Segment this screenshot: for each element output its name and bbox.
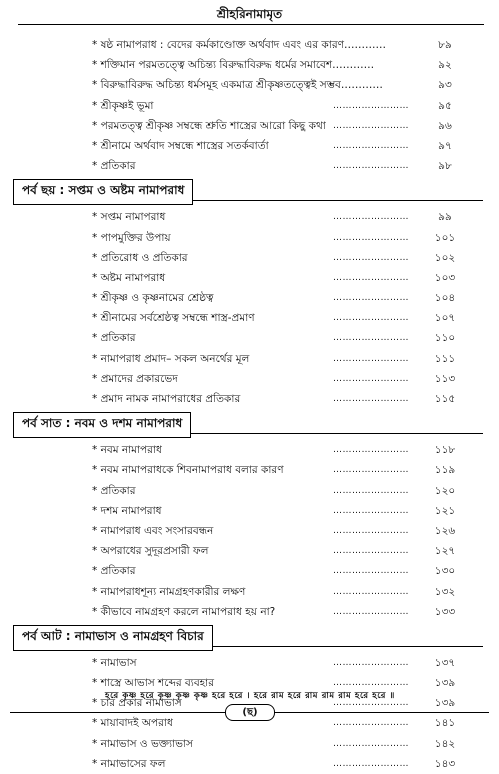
toc-entry-title: * চার প্রকার নামাভাস: [92, 697, 182, 710]
toc-entry-page: ৯৭: [438, 139, 452, 152]
toc-entry-page: ১১৩: [434, 372, 456, 385]
toc-entry-title: * প্রমাদ নামক নামাপরাধের প্রতিকার: [92, 393, 241, 405]
toc-entry-page: ১১১: [434, 352, 456, 365]
toc-entry-title: * নামাভাস ও ভক্ত্যাভাস: [92, 737, 193, 750]
toc-entry[interactable]: [0, 561, 499, 581]
leader-dots: ……………………: [333, 232, 409, 243]
toc-entry-page: ১০১: [434, 231, 456, 244]
toc-entry[interactable]: [0, 653, 499, 673]
leader-dots: ……………………: [333, 606, 409, 617]
toc-entry-page: ১১৯: [434, 464, 456, 477]
leader-dots: ……………………: [333, 161, 409, 172]
toc-entry-page: ৯৯: [438, 211, 452, 224]
section-heading: পর্ব সাত : নবম ও দশম নামাপরাধ: [13, 412, 191, 438]
leader-dots: ……………………: [333, 758, 409, 769]
toc-entry-title: * সপ্তম নামাপরাধ: [92, 211, 166, 224]
toc-entry-page: ৯২: [438, 59, 452, 72]
toc-entry-page: ১১৫: [434, 393, 456, 405]
toc-entry-page: ১৩৩: [434, 605, 456, 618]
toc-entry-title: * শাস্ত্রে আভাস শব্দের ব্যবহার: [92, 677, 215, 690]
toc-entry-page: ১২০: [434, 484, 456, 497]
toc-entry-page: ১২৬: [434, 524, 456, 537]
section-heading-wrap: [0, 625, 499, 651]
toc-entry[interactable]: [0, 288, 499, 308]
section-heading: পর্ব আট : নামাভাস ও নামগ্রহণ বিচার: [13, 625, 213, 651]
leader-dots: ……………………: [333, 678, 409, 689]
toc-entry-title: * নামাভাস: [92, 656, 137, 669]
leader-dots: ……………………: [333, 657, 409, 668]
leader-dots: ……………………: [333, 333, 409, 344]
leader-dots: ……………………: [333, 738, 409, 749]
toc-entry[interactable]: [0, 116, 499, 136]
toc-entry-page: ১৪৩: [434, 757, 456, 770]
leader-dots: ……………………: [333, 212, 409, 223]
toc-entry-title: * অষ্টম নামাপরাধ: [92, 271, 166, 284]
toc-entry-page: ১০২: [434, 251, 456, 264]
leader-dots: ……………………: [333, 252, 409, 263]
toc-entry-title: * প্রতিরোধ ও প্রতিকার: [92, 251, 188, 264]
toc-entry[interactable]: [0, 156, 499, 176]
leader-dots: ……………………: [333, 100, 409, 111]
leader-dots: ……………………: [333, 505, 409, 516]
toc-entry-title: * নামাপরাধ এবং সংসারবন্ধন: [92, 524, 214, 537]
toc-entry[interactable]: [0, 734, 499, 754]
toc-entry[interactable]: [0, 55, 499, 75]
toc-entry-title: * দশম নামাপরাধ: [92, 504, 162, 517]
toc-entry-title: * শ্রীনামের সর্বশ্রেষ্ঠত্ব সম্বন্ধে শাস্ত্র-প্রমাণ: [92, 312, 255, 325]
toc-entry[interactable]: [0, 521, 499, 541]
toc-entry[interactable]: [0, 96, 499, 116]
toc-entry-page: ৯৩: [438, 79, 452, 92]
toc-entry-title: * শ্রীকৃষ্ণই ভূমা: [92, 99, 154, 112]
toc-entry-page: ১৩০: [434, 565, 456, 578]
toc-entry-page: ৯৫: [438, 99, 452, 112]
toc-entry-page: ১২১: [434, 504, 456, 517]
leader-dots: ……………………: [333, 445, 409, 456]
leader-dots: ……………………: [333, 698, 409, 709]
leader-dots: ……………………: [333, 525, 409, 536]
toc-entry-page: ৯৮: [438, 160, 452, 173]
toc-entry[interactable]: [0, 754, 499, 774]
section-heading-wrap: [0, 412, 499, 438]
toc-entry-title: * নবম নামাপরাধকে শিবনামাপরাধ বলার কারণ: [92, 464, 284, 477]
toc-entry[interactable]: [0, 136, 499, 156]
toc-entry-page: ১৩৯: [434, 697, 456, 710]
toc-entry-title: * নামাপরাধশূন্য নামগ্রহণকারীর লক্ষণ: [92, 585, 246, 598]
toc-entry-title: * মায়াবাদই অপরাধ: [92, 717, 173, 730]
leader-dots: ……………………: [333, 566, 409, 577]
toc-entry[interactable]: [0, 481, 499, 501]
toc-entry-page: ১০৭: [434, 312, 456, 325]
toc-entry[interactable]: [0, 207, 499, 227]
toc-entry[interactable]: [0, 35, 499, 55]
leader-dots: ……………………: [333, 293, 409, 304]
leader-dots: ……………………: [333, 353, 409, 364]
section-heading: পর্ব ছয় : সপ্তম ও অষ্টম নামাপরাধ: [13, 179, 193, 205]
toc-entry-page: ১১৮: [434, 444, 456, 457]
footer-chant: হরে কৃষ্ণ হরে কৃষ্ণ কৃষ্ণ কৃষ্ণ হরে হরে । হরে রাম হরে রাম রাম রাম হরে হরে ॥: [105, 691, 395, 701]
toc-entry[interactable]: [0, 460, 499, 480]
leader-dots: ……………………: [333, 313, 409, 324]
toc-entry[interactable]: [0, 602, 499, 622]
toc-entry-title: * শ্রীনামে অর্থবাদ সম্বন্ধে শাস্ত্রের সতর্কবার্তা: [92, 139, 269, 152]
toc-entry[interactable]: [0, 369, 499, 389]
toc-entry-title: * অপরাধের সুদূরপ্রসারী ফল: [92, 545, 209, 558]
toc-entry[interactable]: [0, 268, 499, 288]
toc-entry-title: * প্রতিকার: [92, 332, 136, 345]
toc-entry-page: ১০৩: [434, 271, 456, 284]
toc-entry[interactable]: [0, 75, 499, 95]
toc-entry-title: * নামাভাসের ফল: [92, 757, 166, 770]
toc-entry-page: ১৪২: [434, 737, 456, 750]
leader-dots: ……………………: [333, 120, 409, 131]
leader-dots: ……………………: [333, 546, 409, 557]
leader-dots: ……………………: [333, 272, 409, 283]
toc-entry-title: * পরমতত্ত্ব শ্রীকৃষ্ণ সম্বন্ধে শ্রুতি শাস্ত্রের আরো কিছু কথা: [92, 119, 326, 132]
header-rule: [18, 24, 484, 25]
toc-entry-page: ১৩৭: [434, 656, 456, 669]
toc-entry-title: * ষষ্ঠ নামাপরাধ : বেদের কর্মকাণ্ডোক্ত অর্থবাদ এবং এর কারণ…………: [92, 39, 386, 51]
table-of-contents: [0, 35, 499, 774]
leader-dots: ……………………: [333, 586, 409, 597]
toc-entry-page: ১২৭: [434, 545, 456, 558]
toc-entry[interactable]: [0, 389, 499, 409]
toc-entry[interactable]: [0, 501, 499, 521]
toc-entry-title: * পাপমুক্তির উপায়: [92, 231, 171, 244]
leader-dots: ……………………: [333, 485, 409, 496]
toc-entry-title: * নামাপরাধ প্রমাদ– সকল অনর্থের মূল: [92, 352, 250, 365]
running-header: শ্রীহরিনামামৃত: [216, 7, 283, 21]
toc-entry-page: ১৩৯: [434, 677, 456, 690]
toc-entry[interactable]: [0, 328, 499, 348]
leader-dots: ……………………: [333, 140, 409, 151]
toc-entry-title: * প্রমাদের প্রকারভেদ: [92, 372, 178, 385]
toc-entry-page: ১৩২: [434, 585, 456, 598]
toc-entry[interactable]: [0, 440, 499, 460]
toc-entry[interactable]: [0, 541, 499, 561]
toc-entry[interactable]: [0, 228, 499, 248]
section-heading-wrap: [0, 179, 499, 205]
toc-entry-title: * প্রতিকার: [92, 160, 136, 173]
toc-entry-page: ৯৬: [438, 119, 452, 132]
leader-dots: ……………………: [333, 373, 409, 384]
toc-entry-title: * প্রতিকার: [92, 565, 136, 578]
toc-entry[interactable]: [0, 248, 499, 268]
toc-entry[interactable]: [0, 349, 499, 369]
leader-dots: ……………………: [333, 394, 409, 404]
toc-entry-title: * শ্রীকৃষ্ণ ও কৃষ্ণনামের শ্রেষ্ঠত্ব: [92, 292, 214, 305]
page-number: (ছ): [225, 704, 275, 721]
toc-entry-page: ১৪১: [434, 717, 456, 730]
toc-entry[interactable]: [0, 308, 499, 328]
toc-entry-page: ১১০: [434, 332, 456, 345]
toc-entry-title: * শক্তিমান পরমতত্ত্বে অচিন্ত্য বিরুদ্ধাবিরুদ্ধ ধর্মের সমাবেশ…………: [92, 59, 375, 72]
toc-entry-title: * কীভাবে নামগ্রহণ করলে নামাপরাধ হয় না?: [92, 605, 276, 618]
toc-entry-title: * প্রতিকার: [92, 484, 136, 497]
leader-dots: ……………………: [333, 718, 409, 729]
toc-entry-page: ১০৪: [434, 292, 456, 305]
toc-entry[interactable]: [0, 582, 499, 602]
toc-entry-title: * নবম নামাপরাধ: [92, 444, 162, 457]
toc-entry-title: * বিরুদ্ধাবিরুদ্ধ অচিন্ত্য ধর্মসমূহ একমাত্র শ্রীকৃষ্ণতত্ত্বেই সম্ভব…………: [92, 79, 383, 92]
toc-entry-page: ৮৯: [438, 39, 452, 51]
leader-dots: ……………………: [333, 465, 409, 476]
